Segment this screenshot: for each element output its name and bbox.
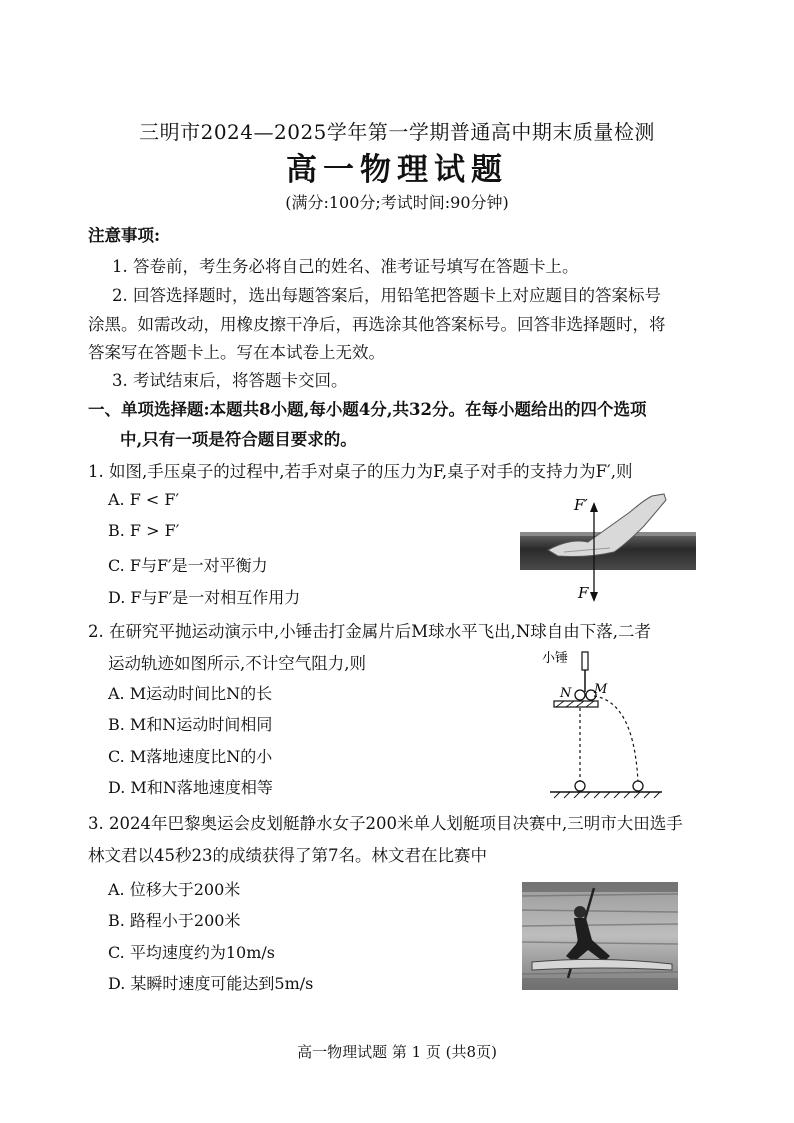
ball-m-label: M [594,682,608,697]
notice-item-3: 3. 考试结束后，将答题卡交回。 [112,371,348,390]
force-label-f: F [578,584,589,602]
q3-stem-line-2: 林文君以45秒23的成绩获得了第7名。林文君在比赛中 [88,846,487,865]
ball-n-initial [575,690,585,700]
section1-heading-line-1: 一、单项选择题:本题共8小题,每小题4分,共32分。在每小题给出的四个选项 [88,400,647,419]
q1-figure-hand-press [518,492,698,604]
q2-option-a: A. M运动时间比N的长 [108,684,273,703]
q1-option-b: B. F > F′ [108,521,180,540]
hammer-head [582,652,588,670]
notice-item-1: 1. 答卷前，考生务必将自己的姓名、准考证号填写在答题卡上。 [112,257,579,276]
q1-option-d: D. F与F′是一对相互作用力 [108,588,301,607]
q3-option-c: C. 平均速度约为10m/s [108,943,275,962]
exam-title: 高一物理试题 [286,152,508,188]
exam-header-top: 三明市2024—2025学年第一学期普通高中期末质量检测 [139,120,655,144]
q1-option-a: A. F < F′ [108,490,180,509]
q2-figure-projectile [536,646,666,802]
q2-option-b: B. M和N运动时间相同 [108,715,273,734]
athlete-head [574,906,586,918]
notice-item-2-line-2: 涂黑。如需改动，用橡皮擦干净后，再选涂其他答案标号。回答非选择题时，将 [88,315,666,334]
page-footer: 高一物理试题 第 1 页 (共8页) [297,1043,497,1061]
q1-stem: 1. 如图,手压桌子的过程中,若手对桌子的压力为F,桌子对手的支持力为F′,则 [88,462,633,481]
notice-item-2-line-1: 2. 回答选择题时，选出每题答案后，用铅笔把答题卡上对应题目的答案标号 [112,286,661,305]
q2-stem-line-1: 2. 在研究平抛运动演示中,小锤击打金属片后M球水平飞出,N球自由下落,二者 [88,622,652,641]
q3-option-a: A. 位移大于200米 [108,880,241,899]
q2-option-d: D. M和N落地速度相等 [108,778,273,797]
q3-option-d: D. 某瞬时速度可能达到5m/s [108,974,314,993]
ball-n-landed [575,781,585,791]
q2-option-c: C. M落地速度比N的小 [108,747,273,766]
force-arrow-up [590,502,598,512]
q3-canoe-photo [522,882,678,990]
notice-heading: 注意事项: [88,226,161,245]
force-label-f-prime: F′ [574,496,588,514]
ball-n-label: N [560,686,572,701]
exam-subtitle: (满分:100分;考试时间:90分钟) [285,193,509,212]
q2-stem-line-2: 运动轨迹如图所示,不计空气阻力,则 [108,654,366,673]
q1-option-c: C. F与F′是一对平衡力 [108,556,268,575]
notice-item-2-line-3: 答案写在答题卡上。写在本试卷上无效。 [88,343,385,362]
force-arrow-down [590,592,598,602]
q3-option-b: B. 路程小于200米 [108,911,241,930]
section1-heading-line-2: 中,只有一项是符合题目要求的。 [120,430,357,449]
ball-m-trajectory [594,696,638,782]
q3-stem-line-1: 3. 2024年巴黎奥运会皮划艇静水女子200米单人划艇项目决赛中,三明市大田选手 [88,814,683,833]
hammer-label: 小锤 [542,651,569,666]
ball-m-landed [633,781,643,791]
ground-hatch [554,792,660,798]
